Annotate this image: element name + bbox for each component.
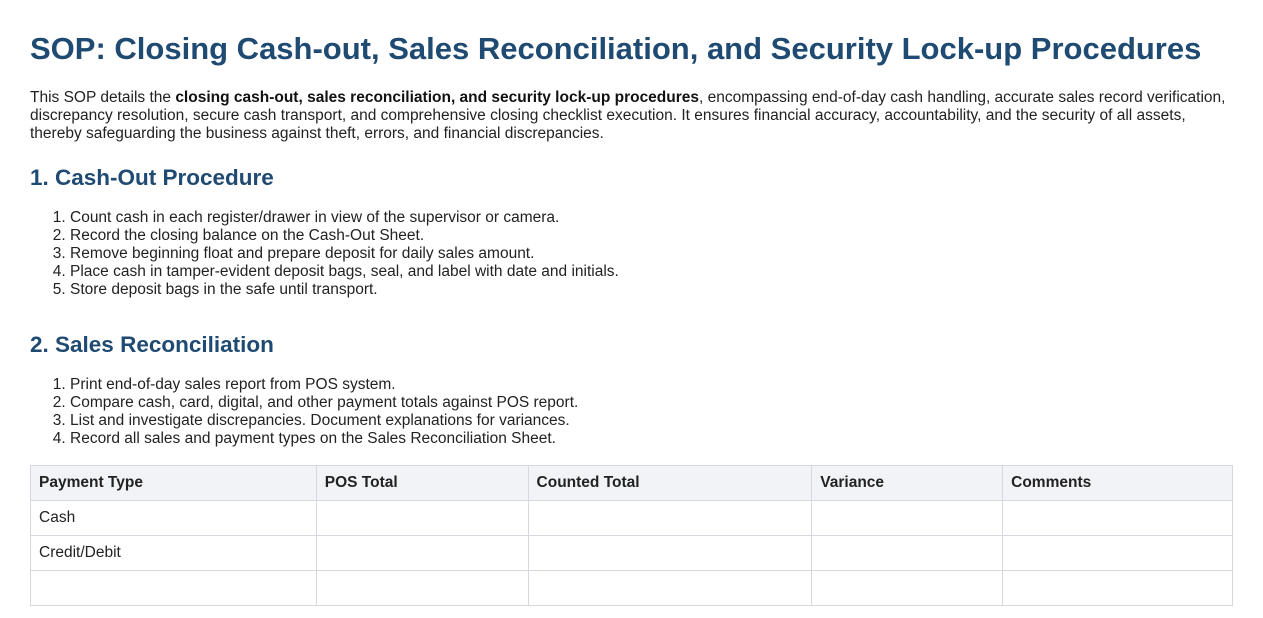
list-item: 3. List and investigate discrepancies. Document explanations for variances. [70,412,1233,430]
cash-out-steps-list [30,209,1233,299]
table-row [31,536,1233,571]
column-header-payment-type: Payment Type [31,466,317,501]
column-header-counted-total: Counted Total [528,466,812,501]
list-item: 4. Place cash in tamper-evident deposit bags, seal, and label with date and initials. [70,263,1233,281]
intro-paragraph [30,89,1233,143]
list-item: 2. Compare cash, card, digital, and other payment totals against POS report. [70,394,1233,412]
table-row [31,571,1233,606]
table-cell: Cash [31,501,317,536]
table-cell [812,571,1003,606]
intro-text-bold: closing cash-out, sales reconciliation, and security lock-up procedures [175,89,700,106]
table-cell [528,571,812,606]
column-header-pos-total: POS Total [316,466,528,501]
table-cell [31,571,317,606]
table-cell [1003,571,1233,606]
table-cell: Credit/Debit [31,536,317,571]
table-cell [316,501,528,536]
table-cell [1003,501,1233,536]
list-item: 2. Record the closing balance on the Cash-Out Sheet. [70,227,1233,245]
table-cell [528,536,812,571]
table-cell [812,501,1003,536]
column-header-variance: Variance [812,466,1003,501]
section-heading-cash-out: 1. Cash-Out Procedure [30,165,274,190]
column-header-comments: Comments [1003,466,1233,501]
table-cell [528,501,812,536]
table-header-row [31,466,1233,501]
table-row [31,501,1233,536]
section-heading-sales-reconciliation: 2. Sales Reconciliation [30,332,274,357]
reconciliation-table [30,465,1233,606]
list-item: 1. Count cash in each register/drawer in view of the supervisor or camera. [70,209,1233,227]
list-item: 5. Store deposit bags in the safe until transport. [70,281,1233,299]
table-cell [316,571,528,606]
list-item: 1. Print end-of-day sales report from POS system. [70,376,1233,394]
list-item: 4. Record all sales and payment types on the Sales Reconciliation Sheet. [70,430,1233,448]
intro-text-end: , encompassing end-of-day cash handling, accurate sales record verification, discrepancy resolution, secure cash transport, and comprehensive closing checklist execution. It ensures financial accuracy, accountability, and the security of all assets, thereby safeguarding the business against theft, errors, and financial discrepancies. [30,89,1226,142]
table-cell [812,536,1003,571]
page-title: SOP: Closing Cash-out, Sales Reconciliation, and Security Lock-up Procedures [30,31,1202,66]
table-cell [1003,536,1233,571]
list-item: 3. Remove beginning float and prepare deposit for daily sales amount. [70,245,1233,263]
table-cell [316,536,528,571]
sales-reconciliation-steps-list [30,376,1233,448]
intro-text-start: This SOP details the [30,89,176,106]
